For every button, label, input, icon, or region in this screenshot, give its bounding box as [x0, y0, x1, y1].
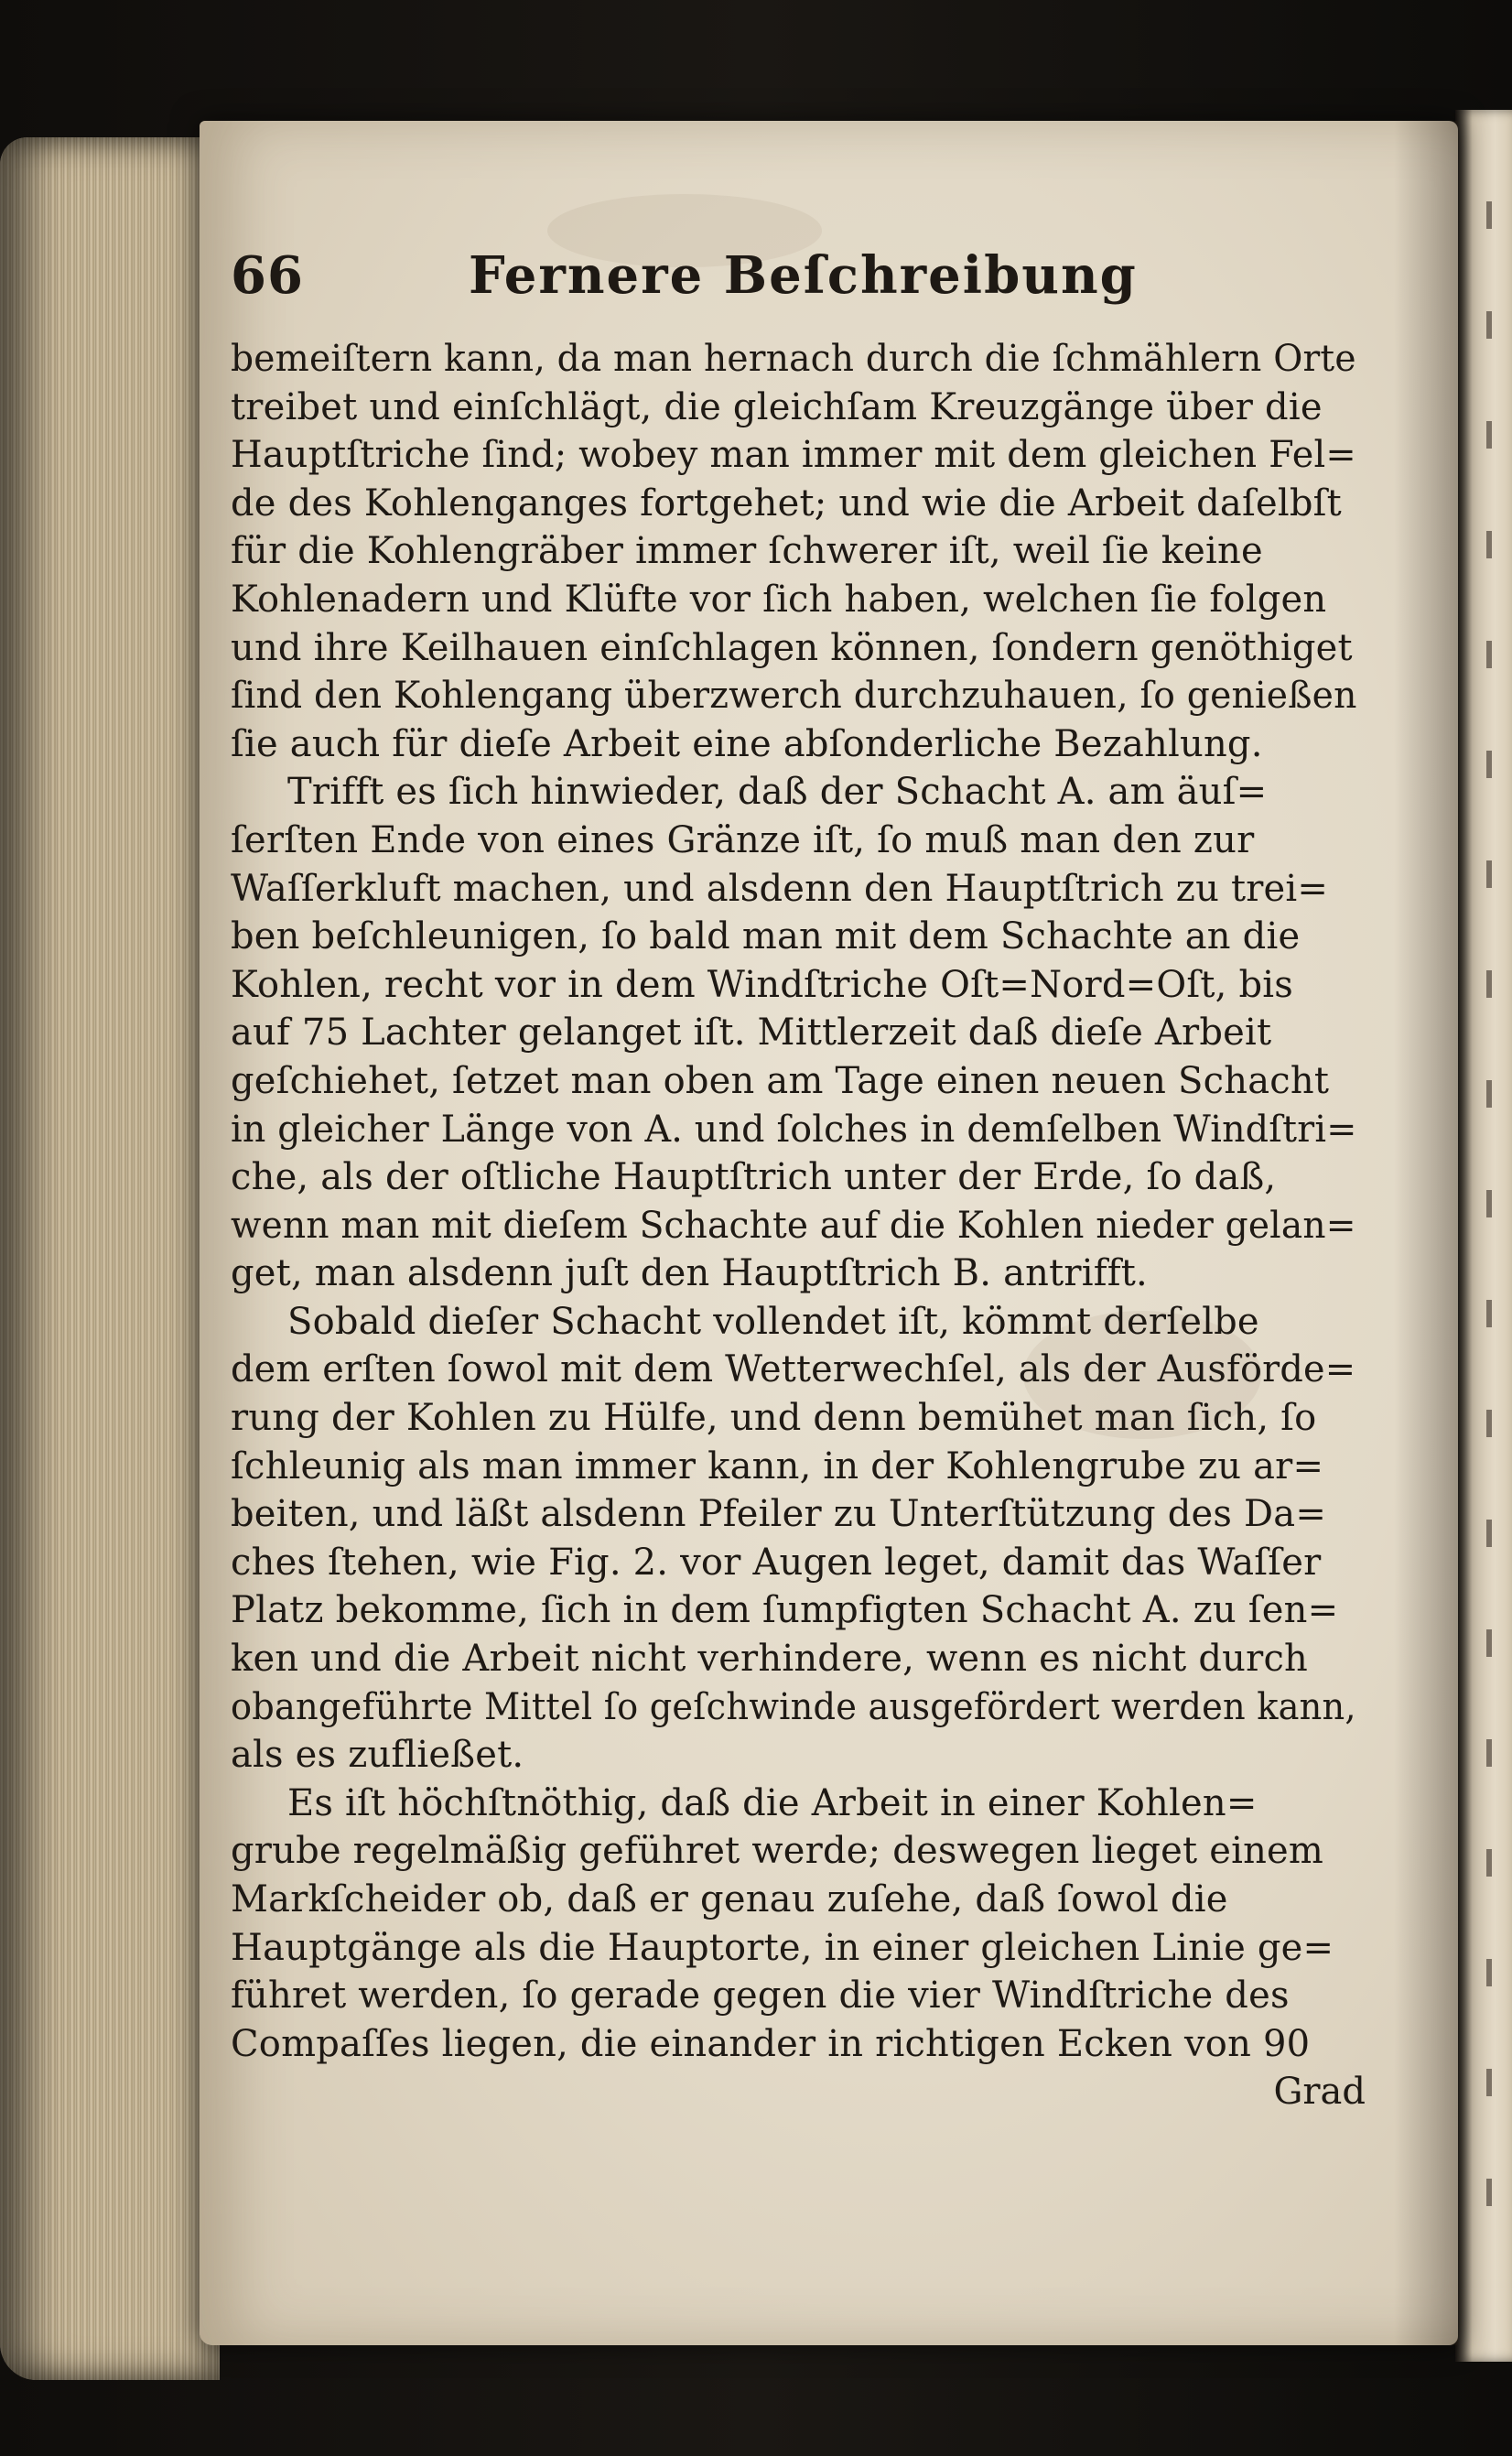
text-line: Waſſerkluft machen, und alsdenn den Hauptſtrich zu trei= [231, 867, 1329, 910]
text-line: ben beſchleunigen, ſo bald man mit dem Schachte an die [231, 915, 1301, 958]
text-line: für die Kohlengräber immer ſchwerer iſt, weil ſie keine [231, 530, 1263, 573]
text-line: Platz bekomme, ſich in dem ſumpfigten Schacht A. zu ſen= [231, 1589, 1339, 1632]
catchword: Grad [1273, 2071, 1366, 2114]
text-line: dem erſten ſowol mit dem Wetterwechſel, als der Ausförde= [231, 1348, 1356, 1391]
bleed-through-marks [1486, 201, 1492, 2215]
text-line: und ihre Keilhauen einſchlagen können, ſondern genöthiget [231, 626, 1353, 669]
text-line: wenn man mit dieſem Schachte auf die Kohlen nieder gelan= [231, 1204, 1356, 1247]
text-line: ſchleunig als man immer kann, in der Kohlengrube zu ar= [231, 1444, 1324, 1488]
text-line: Kohlenadern und Klüfte vor ſich haben, welchen ſie folgen [231, 578, 1327, 621]
running-title: Fernere Beſchreibung [469, 245, 1138, 306]
page-number: 66 [231, 245, 304, 306]
text-line: Hauptſtriche ſind; wobey man immer mit dem gleichen Fel= [231, 434, 1356, 477]
text-line: Kohlen, recht vor in dem Windſtriche Oſt=Nord=Oſt, bis [231, 963, 1294, 1006]
text-line: auf 75 Lachter gelanget iſt. Mittlerzeit daß dieſe Arbeit [231, 1012, 1272, 1055]
text-line: Compaſſes liegen, die einander in richtigen Ecken von 90 [231, 2022, 1311, 2065]
text-line: ſie auch für dieſe Arbeit eine abſonderliche Bezahlung. [231, 722, 1263, 765]
text-line: obangeführte Mittel ſo geſchwinde ausgefördert werden kann, [231, 1685, 1356, 1728]
text-line: beiten, und läßt alsdenn Pfeiler zu Unterſtützung des Da= [231, 1493, 1327, 1536]
text-line: rung der Kohlen zu Hülfe, und denn bemühet man ſich, ſo [231, 1397, 1317, 1440]
text-line: ſerſten Ende von eines Gränze iſt, ſo muß man den zur [231, 818, 1255, 861]
opposite-page-edge [1455, 110, 1512, 2362]
text-line: ken und die Arbeit nicht verhindere, wenn es nicht durch [231, 1638, 1309, 1681]
text-line: ſind den Kohlengang überzwerch durchzuhauen, ſo genießen [231, 675, 1357, 718]
text-line: Es iſt höchſtnöthig, daß die Arbeit in einer Kohlen= [287, 1781, 1258, 1824]
text-line: che, als der oſtliche Hauptſtrich unter der Erde, ſo daß, [231, 1156, 1277, 1199]
text-line: Markſcheider ob, daß er genau zuſehe, daß ſowol die [231, 1878, 1228, 1920]
text-line: Sobald dieſer Schacht vollendet iſt, kömmt derſelbe [287, 1300, 1259, 1343]
text-line: grube regelmäßig geführet werde; deswegen lieget einem [231, 1830, 1324, 1873]
text-line: get, man alsdenn juſt den Hauptſtrich B. antrifft. [231, 1252, 1148, 1295]
page-header [231, 245, 1420, 328]
text-block [231, 245, 1420, 2115]
text-line: ches ſtehen, wie Fig. 2. vor Augen leget, damit das Waſſer [231, 1541, 1322, 1584]
text-line: führet werden, ſo gerade gegen die vier Windſtriche des [231, 1975, 1290, 2018]
text-line: bemeiſtern kann, da man hernach durch die ſchmählern Orte [231, 338, 1356, 380]
text-line: Hauptgänge als die Hauptorte, in einer gleichen Linie ge= [231, 1926, 1334, 1969]
text-line: treibet und einſchlägt, die gleichſam Kreuzgänge über die [231, 385, 1323, 428]
text-line: in gleicher Länge von A. und ſolches in demſelben Windſtri= [231, 1108, 1357, 1151]
text-line: de des Kohlenganges fortgehet; und wie die Arbeit daſelbſt [231, 481, 1342, 525]
body-text [231, 335, 1420, 2068]
text-line: als es zufließet. [231, 1734, 524, 1777]
page-edges [0, 137, 220, 2380]
text-line: Trifft es ſich hinwieder, daß der Schacht A. am äuſ= [287, 771, 1268, 814]
text-line: geſchiehet, ſetzet man oben am Tage einen neuen Schacht [231, 1059, 1330, 1102]
